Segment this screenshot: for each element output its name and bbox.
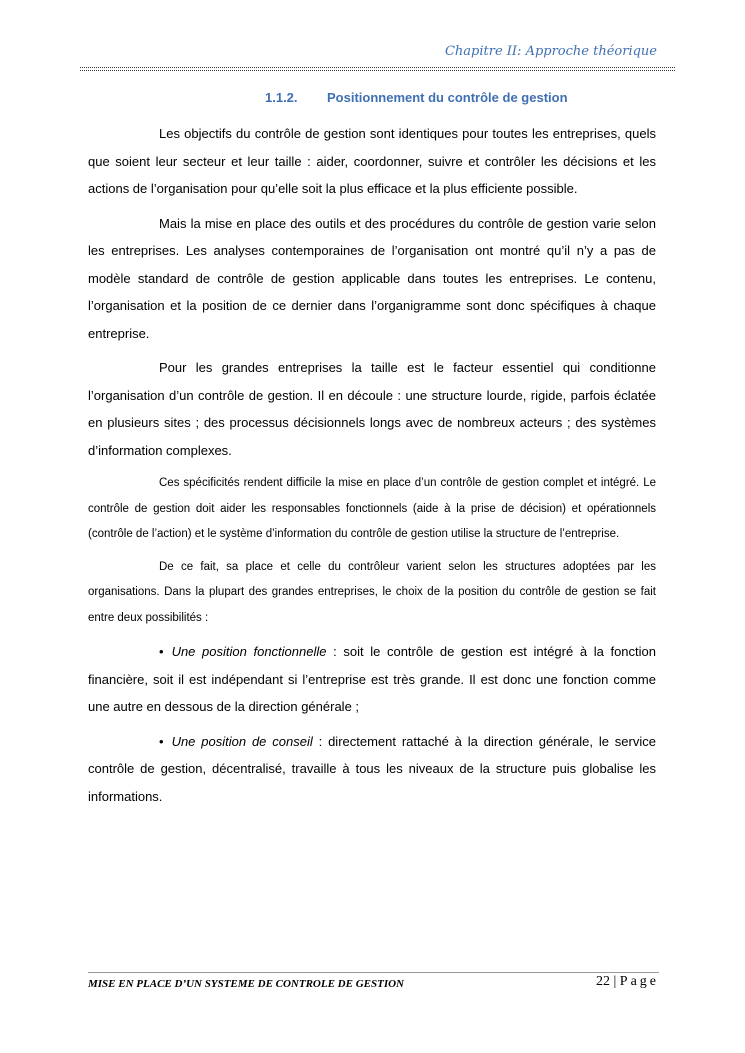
body-content — [88, 120, 656, 817]
bullet-item — [88, 638, 656, 721]
page-label: Page — [619, 974, 659, 989]
paragraph-mise-en-place: Mais la mise en place des outils et des procédures du contrôle de gestion varie selon les entreprises. Les analyses contemporaines de l’organisation ont montré qu’il n’y a pas de modèle standard de contrôle de gestion applicable dans toutes les entreprises. Le contenu, l’organisation et la position de ce dernier dans l’organigramme sont donc spécifiques à chaque entreprise. — [88, 215, 656, 341]
paragraph-objectifs: Les objectifs du contrôle de gestion sont identiques pour toutes les entreprises, quels que soient leur secteur et leur taille : aider, coordonner, suivre et contrôler les décisions et les actions de l’organisation pour qu’elle soit la plus efficace et la plus efficiente possible. — [88, 126, 656, 196]
footer-title: MISE EN PLACE D’UN SYSTEME DE CONTROLE DE GESTION — [88, 978, 404, 990]
page-separator: | — [613, 974, 617, 989]
bullet-icon: • — [159, 644, 164, 659]
bullet-text: : soit le contrôle de gestion est intégré à la fonction financière, soit il est indépendant si l’entreprise est très grande. Il est donc une fonction comme une autre en dessous de la direction générale ; — [88, 644, 656, 714]
page-header — [80, 42, 675, 72]
bullet-item — [88, 728, 656, 811]
paragraph-grandes-entreprises: Pour les grandes entreprises la taille est le facteur essentiel qui conditionne l’organisation d’un contrôle de gestion. Il en découle : une structure lourde, rigide, parfois éclatée en plusieurs sites ; des processus décisionnels longs avec de nombreux acteurs ; des systèmes d’information complexes. — [88, 360, 656, 458]
paragraph-de-ce-fait: De ce fait, sa place et celle du contrôleur varient selon les structures adoptées par les organisations. Dans la plupart des grandes entreprises, le choix de la position du contrôle de gestion se fait entre deux possibilités : — [88, 560, 656, 624]
bullet-text: : directement rattaché à la direction générale, le service contrôle de gestion, décentralisé, travaille à tous les niveaux de la structure puis globalise les informations. — [88, 733, 656, 804]
page-number — [596, 974, 659, 990]
page-footer — [88, 972, 659, 990]
section-title: Positionnement du contrôle de gestion — [327, 90, 568, 105]
bullet-icon: • — [159, 733, 164, 749]
chapter-title: Chapitre II: Approche théorique — [444, 44, 657, 59]
bullet-label: Une position fonctionnelle — [171, 644, 327, 659]
section-heading — [265, 90, 568, 105]
header-rule — [80, 67, 675, 71]
paragraph-specificites: Ces spécificités rendent difficile la mise en place d’un contrôle de gestion complet et intégré. Le contrôle de gestion doit aider les responsables fonctionnels (aide à la prise de décision) et opérationnels (contrôle de l’action) et le système d’information du contrôle de gestion utilise la structure de l’entreprise. — [88, 477, 656, 540]
bullet-label: Une position de conseil — [171, 733, 313, 749]
section-number: 1.1.2. — [265, 90, 298, 105]
page-number-value: 22 — [595, 974, 610, 989]
